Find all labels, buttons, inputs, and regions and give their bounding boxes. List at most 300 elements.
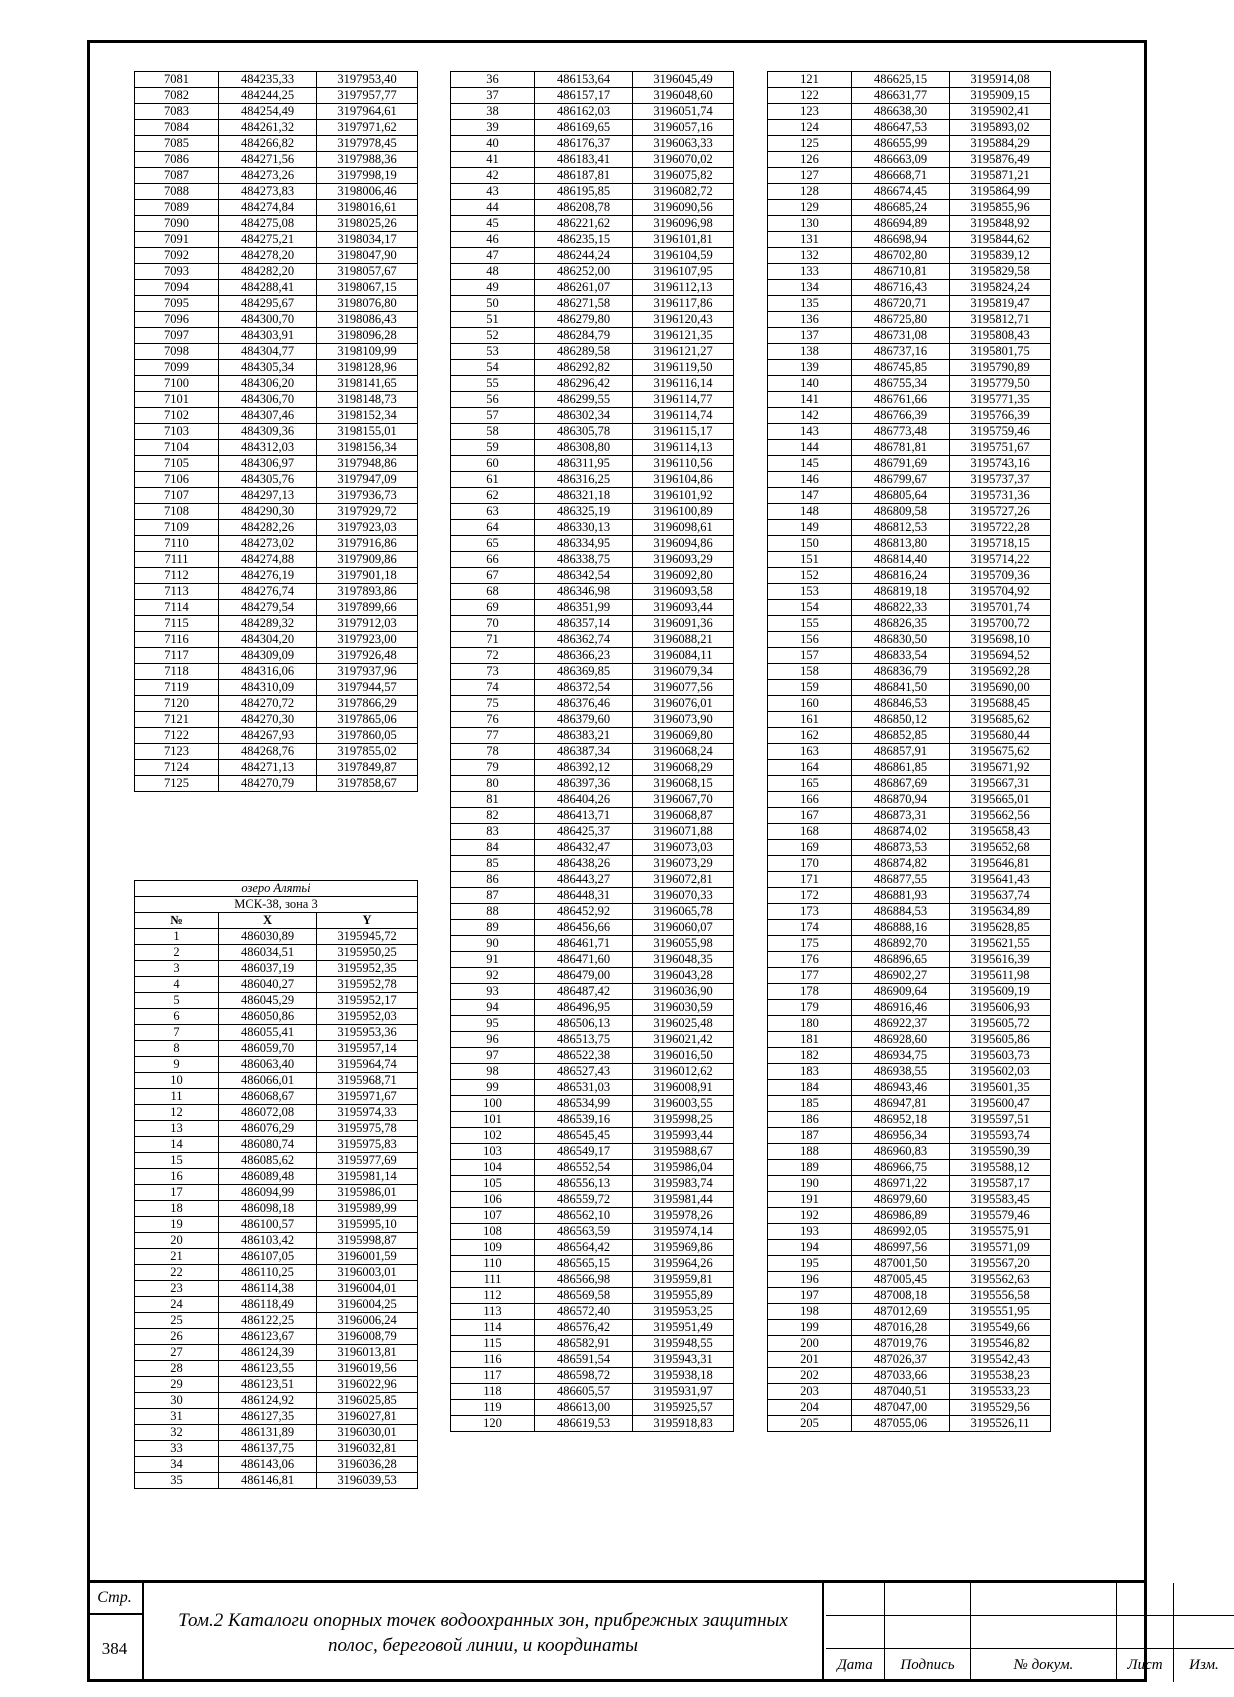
table-row (768, 168, 1051, 184)
point-number: 7105 (135, 456, 219, 472)
point-number: 50 (451, 296, 535, 312)
table-row (135, 664, 418, 680)
coord-x: 486338,75 (535, 552, 633, 568)
coord-y: 3195694,52 (950, 648, 1051, 664)
coord-y: 3196032,81 (317, 1441, 418, 1457)
coord-x: 487012,69 (852, 1304, 950, 1320)
coord-y: 3195931,97 (633, 1384, 734, 1400)
coord-y: 3196119,50 (633, 360, 734, 376)
coord-y: 3196003,55 (633, 1096, 734, 1112)
coord-y: 3196008,91 (633, 1080, 734, 1096)
point-number: 122 (768, 88, 852, 104)
point-number: 7111 (135, 552, 219, 568)
coord-x: 486066,01 (219, 1073, 317, 1089)
table-row (768, 536, 1051, 552)
point-number: 197 (768, 1288, 852, 1304)
point-number: 97 (451, 1048, 535, 1064)
point-number: 8 (135, 1041, 219, 1057)
coord-x: 486867,69 (852, 776, 950, 792)
coord-x: 486131,89 (219, 1425, 317, 1441)
coord-x: 484273,02 (219, 536, 317, 552)
coord-y: 3195751,67 (950, 440, 1051, 456)
coord-y: 3195652,68 (950, 840, 1051, 856)
coord-x: 486387,34 (535, 744, 633, 760)
point-number: 7085 (135, 136, 219, 152)
coord-y: 3195950,25 (317, 945, 418, 961)
coord-x: 486647,53 (852, 120, 950, 136)
point-number: 128 (768, 184, 852, 200)
table-row (135, 1377, 418, 1393)
coord-y: 3196019,56 (317, 1361, 418, 1377)
coord-x: 486487,42 (535, 984, 633, 1000)
point-number: 178 (768, 984, 852, 1000)
point-number: 99 (451, 1080, 535, 1096)
coord-y: 3195671,92 (950, 760, 1051, 776)
coord-y: 3195844,62 (950, 232, 1051, 248)
table-row (768, 728, 1051, 744)
coord-y: 3196079,34 (633, 664, 734, 680)
coord-x: 486552,54 (535, 1160, 633, 1176)
point-number: 7115 (135, 616, 219, 632)
point-number: 22 (135, 1265, 219, 1281)
coord-y: 3195790,89 (950, 360, 1051, 376)
point-number: 180 (768, 1016, 852, 1032)
table-row (768, 104, 1051, 120)
coord-y: 3196067,70 (633, 792, 734, 808)
table-row (135, 1281, 418, 1297)
point-number: 75 (451, 696, 535, 712)
point-number: 19 (135, 1217, 219, 1233)
table-row (451, 216, 734, 232)
coord-x: 486799,67 (852, 472, 950, 488)
point-number: 192 (768, 1208, 852, 1224)
coord-x: 486342,54 (535, 568, 633, 584)
table-row (768, 792, 1051, 808)
point-number: 83 (451, 824, 535, 840)
stamp-grid-cell (1117, 1616, 1174, 1649)
coord-x: 486836,79 (852, 664, 950, 680)
point-number: 1 (135, 929, 219, 945)
coord-x: 486874,02 (852, 824, 950, 840)
coord-x: 486195,85 (535, 184, 633, 200)
coord-y: 3196073,03 (633, 840, 734, 856)
coord-y: 3196036,28 (317, 1457, 418, 1473)
coord-x: 486289,58 (535, 344, 633, 360)
point-number: 4 (135, 977, 219, 993)
coord-y: 3196068,24 (633, 744, 734, 760)
point-number: 146 (768, 472, 852, 488)
point-number: 29 (135, 1377, 219, 1393)
coord-x: 486330,13 (535, 520, 633, 536)
table-row (451, 536, 734, 552)
point-number: 171 (768, 872, 852, 888)
coord-x: 486638,30 (852, 104, 950, 120)
point-number: 21 (135, 1249, 219, 1265)
coordinate-system: МСК-38, зона 3 (135, 897, 418, 913)
table-row (451, 424, 734, 440)
coord-x: 486321,18 (535, 488, 633, 504)
table-row (768, 1048, 1051, 1064)
coord-x: 486877,55 (852, 872, 950, 888)
coord-x: 486362,74 (535, 632, 633, 648)
coord-y: 3196072,81 (633, 872, 734, 888)
coord-y: 3197971,62 (317, 120, 418, 136)
coord-y: 3196016,50 (633, 1048, 734, 1064)
coord-x: 486745,85 (852, 360, 950, 376)
coord-y: 3196116,14 (633, 376, 734, 392)
coord-x: 484274,84 (219, 200, 317, 216)
coord-x: 484306,20 (219, 376, 317, 392)
coord-x: 484305,76 (219, 472, 317, 488)
coord-x: 486316,25 (535, 472, 633, 488)
table-row (451, 504, 734, 520)
table-row (768, 856, 1051, 872)
point-number: 174 (768, 920, 852, 936)
coord-x: 486080,74 (219, 1137, 317, 1153)
coord-x: 486244,24 (535, 248, 633, 264)
point-number: 7088 (135, 184, 219, 200)
coord-y: 3195975,83 (317, 1137, 418, 1153)
table-row (451, 664, 734, 680)
coord-y: 3196110,56 (633, 456, 734, 472)
table-row (135, 472, 418, 488)
coord-x: 486685,24 (852, 200, 950, 216)
coord-y: 3197849,87 (317, 760, 418, 776)
table-row (135, 600, 418, 616)
coord-y: 3195988,67 (633, 1144, 734, 1160)
coord-y: 3195662,56 (950, 808, 1051, 824)
coord-x: 484278,20 (219, 248, 317, 264)
coord-y: 3195601,35 (950, 1080, 1051, 1096)
coord-y: 3196070,02 (633, 152, 734, 168)
coord-y: 3197926,48 (317, 648, 418, 664)
point-number: 54 (451, 360, 535, 376)
table-row (451, 232, 734, 248)
point-number: 76 (451, 712, 535, 728)
coord-x: 486471,60 (535, 952, 633, 968)
coord-x: 486124,39 (219, 1345, 317, 1361)
table-row (135, 696, 418, 712)
point-number: 36 (451, 72, 535, 88)
coord-y: 3198076,80 (317, 296, 418, 312)
point-number: 198 (768, 1304, 852, 1320)
coord-y: 3195634,89 (950, 904, 1051, 920)
point-number: 133 (768, 264, 852, 280)
coord-y: 3196025,85 (317, 1393, 418, 1409)
point-number: 126 (768, 152, 852, 168)
coord-y: 3195743,16 (950, 456, 1051, 472)
coord-x: 484295,67 (219, 296, 317, 312)
point-number: 112 (451, 1288, 535, 1304)
coord-y: 3195737,37 (950, 472, 1051, 488)
table-row (768, 344, 1051, 360)
point-number: 15 (135, 1153, 219, 1169)
point-number: 110 (451, 1256, 535, 1272)
coord-y: 3195526,11 (950, 1416, 1051, 1432)
coord-x: 486305,78 (535, 424, 633, 440)
coord-x: 484304,20 (219, 632, 317, 648)
point-number: 7107 (135, 488, 219, 504)
point-number: 56 (451, 392, 535, 408)
point-number: 175 (768, 936, 852, 952)
table-row (135, 1041, 418, 1057)
coord-x: 486425,37 (535, 824, 633, 840)
table-row (451, 1400, 734, 1416)
point-number: 165 (768, 776, 852, 792)
coord-y: 3195914,08 (950, 72, 1051, 88)
stamp-grid-cell (1117, 1583, 1174, 1616)
table-row (451, 248, 734, 264)
table-row (135, 248, 418, 264)
coord-x: 484275,08 (219, 216, 317, 232)
table-row (451, 1320, 734, 1336)
coord-y: 3196030,01 (317, 1425, 418, 1441)
table-row (768, 1240, 1051, 1256)
point-number: 20 (135, 1233, 219, 1249)
table-row (768, 120, 1051, 136)
point-number: 27 (135, 1345, 219, 1361)
point-number: 150 (768, 536, 852, 552)
table-row (768, 760, 1051, 776)
coord-y: 3195704,92 (950, 584, 1051, 600)
table-row (135, 424, 418, 440)
coord-x: 486943,46 (852, 1080, 950, 1096)
table-row (135, 977, 418, 993)
point-number: 31 (135, 1409, 219, 1425)
coord-y: 3195986,04 (633, 1160, 734, 1176)
point-number: 115 (451, 1336, 535, 1352)
coord-x: 486605,57 (535, 1384, 633, 1400)
coord-x: 486392,12 (535, 760, 633, 776)
point-number: 7097 (135, 328, 219, 344)
table-row (768, 360, 1051, 376)
coord-y: 3195658,43 (950, 824, 1051, 840)
coord-y: 3198152,34 (317, 408, 418, 424)
point-number: 121 (768, 72, 852, 88)
table-row (451, 568, 734, 584)
point-number: 169 (768, 840, 852, 856)
table-row (768, 824, 1051, 840)
table-row (135, 216, 418, 232)
point-number: 7106 (135, 472, 219, 488)
coord-y: 3195801,75 (950, 344, 1051, 360)
table-row (451, 1064, 734, 1080)
point-number: 176 (768, 952, 852, 968)
table-row (135, 712, 418, 728)
point-number: 94 (451, 1000, 535, 1016)
coord-x: 486346,98 (535, 584, 633, 600)
table-row (768, 136, 1051, 152)
point-number: 9 (135, 1057, 219, 1073)
table-row (135, 184, 418, 200)
coord-y: 3195771,35 (950, 392, 1051, 408)
point-number: 5 (135, 993, 219, 1009)
coord-y: 3197923,00 (317, 632, 418, 648)
coord-y: 3195549,66 (950, 1320, 1051, 1336)
point-number: 168 (768, 824, 852, 840)
point-number: 7123 (135, 744, 219, 760)
table-row (451, 408, 734, 424)
coord-y: 3196008,79 (317, 1329, 418, 1345)
coord-y: 3195925,57 (633, 1400, 734, 1416)
coord-x: 487047,00 (852, 1400, 950, 1416)
table-row (768, 1336, 1051, 1352)
coord-x: 484303,91 (219, 328, 317, 344)
coord-y: 3196021,42 (633, 1032, 734, 1048)
coord-y: 3196004,25 (317, 1297, 418, 1313)
coord-y: 3197957,77 (317, 88, 418, 104)
coord-x: 486252,00 (535, 264, 633, 280)
coord-y: 3195665,01 (950, 792, 1051, 808)
point-number: 51 (451, 312, 535, 328)
table-row (451, 280, 734, 296)
coord-x: 486655,99 (852, 136, 950, 152)
coord-x: 486874,82 (852, 856, 950, 872)
coord-y: 3196057,16 (633, 120, 734, 136)
coord-y: 3195690,00 (950, 680, 1051, 696)
table-row (451, 600, 734, 616)
coord-x: 484268,76 (219, 744, 317, 760)
coord-x: 486334,95 (535, 536, 633, 552)
coord-x: 486564,42 (535, 1240, 633, 1256)
point-number: 184 (768, 1080, 852, 1096)
point-number: 87 (451, 888, 535, 904)
coord-x: 486922,37 (852, 1016, 950, 1032)
coord-x: 486870,94 (852, 792, 950, 808)
coord-x: 486563,59 (535, 1224, 633, 1240)
point-number: 7096 (135, 312, 219, 328)
coord-y: 3195602,03 (950, 1064, 1051, 1080)
table-row (135, 488, 418, 504)
table-row (451, 872, 734, 888)
coord-x: 486059,70 (219, 1041, 317, 1057)
point-number: 119 (451, 1400, 535, 1416)
table-row (768, 872, 1051, 888)
point-number: 7119 (135, 680, 219, 696)
point-number: 7082 (135, 88, 219, 104)
point-number: 141 (768, 392, 852, 408)
coord-y: 3195902,41 (950, 104, 1051, 120)
table-row (768, 88, 1051, 104)
table-row (768, 296, 1051, 312)
coord-y: 3195628,85 (950, 920, 1051, 936)
point-number: 129 (768, 200, 852, 216)
table-row (768, 840, 1051, 856)
coord-x: 486809,58 (852, 504, 950, 520)
point-number: 46 (451, 232, 535, 248)
table-row (451, 696, 734, 712)
coord-y: 3195978,26 (633, 1208, 734, 1224)
table-row (451, 72, 734, 88)
coord-y: 3195819,47 (950, 296, 1051, 312)
coord-x: 486055,41 (219, 1025, 317, 1041)
coord-x: 486413,71 (535, 808, 633, 824)
coord-y: 3198128,96 (317, 360, 418, 376)
point-number: 10 (135, 1073, 219, 1089)
coord-y: 3196075,82 (633, 168, 734, 184)
point-number: 159 (768, 680, 852, 696)
table-row (135, 945, 418, 961)
table-row (135, 1153, 418, 1169)
point-number: 109 (451, 1240, 535, 1256)
coord-x: 486781,81 (852, 440, 950, 456)
table-row (135, 104, 418, 120)
table-row (768, 1128, 1051, 1144)
coord-y: 3195546,82 (950, 1336, 1051, 1352)
table-row (451, 1016, 734, 1032)
coord-x: 486934,75 (852, 1048, 950, 1064)
coord-x: 486325,19 (535, 504, 633, 520)
point-number: 58 (451, 424, 535, 440)
point-number: 44 (451, 200, 535, 216)
table-row (768, 328, 1051, 344)
point-number: 88 (451, 904, 535, 920)
point-number: 7086 (135, 152, 219, 168)
table-row (451, 168, 734, 184)
coord-y: 3196091,36 (633, 616, 734, 632)
coord-x: 486311,95 (535, 456, 633, 472)
point-number: 7125 (135, 776, 219, 792)
coord-x: 486598,72 (535, 1368, 633, 1384)
coord-y: 3197923,03 (317, 520, 418, 536)
coord-x: 486146,81 (219, 1473, 317, 1489)
coord-y: 3196006,24 (317, 1313, 418, 1329)
point-number: 3 (135, 961, 219, 977)
table-row (768, 632, 1051, 648)
coord-y: 3195953,25 (633, 1304, 734, 1320)
table-row (135, 152, 418, 168)
point-number: 45 (451, 216, 535, 232)
coord-x: 484282,20 (219, 264, 317, 280)
coord-y: 3196104,59 (633, 248, 734, 264)
coord-x: 484310,09 (219, 680, 317, 696)
coord-y: 3197953,40 (317, 72, 418, 88)
coord-x: 486545,45 (535, 1128, 633, 1144)
coord-y: 3195998,25 (633, 1112, 734, 1128)
table-row (768, 1208, 1051, 1224)
coord-y: 3196093,29 (633, 552, 734, 568)
coord-y: 3195951,49 (633, 1320, 734, 1336)
coord-x: 486725,80 (852, 312, 950, 328)
point-number: 49 (451, 280, 535, 296)
table-row (135, 1201, 418, 1217)
point-number: 2 (135, 945, 219, 961)
point-number: 48 (451, 264, 535, 280)
stamp-grid-cell (1174, 1616, 1234, 1649)
table-row (135, 744, 418, 760)
coord-y: 3195981,14 (317, 1169, 418, 1185)
table-row (135, 1105, 418, 1121)
coord-x: 486034,51 (219, 945, 317, 961)
table-row (135, 1233, 418, 1249)
point-number: 155 (768, 616, 852, 632)
table-row (135, 961, 418, 977)
coord-x: 486591,54 (535, 1352, 633, 1368)
point-number: 59 (451, 440, 535, 456)
point-number: 181 (768, 1032, 852, 1048)
point-number: 37 (451, 88, 535, 104)
coord-y: 3197947,09 (317, 472, 418, 488)
coord-y: 3196022,96 (317, 1377, 418, 1393)
coord-x: 486716,43 (852, 280, 950, 296)
coord-x: 486773,48 (852, 424, 950, 440)
coord-y: 3198148,73 (317, 392, 418, 408)
coord-x: 486037,19 (219, 961, 317, 977)
page-number: 384 (87, 1615, 144, 1682)
coord-y: 3197998,19 (317, 168, 418, 184)
table-row (768, 952, 1051, 968)
coord-x: 486452,92 (535, 904, 633, 920)
